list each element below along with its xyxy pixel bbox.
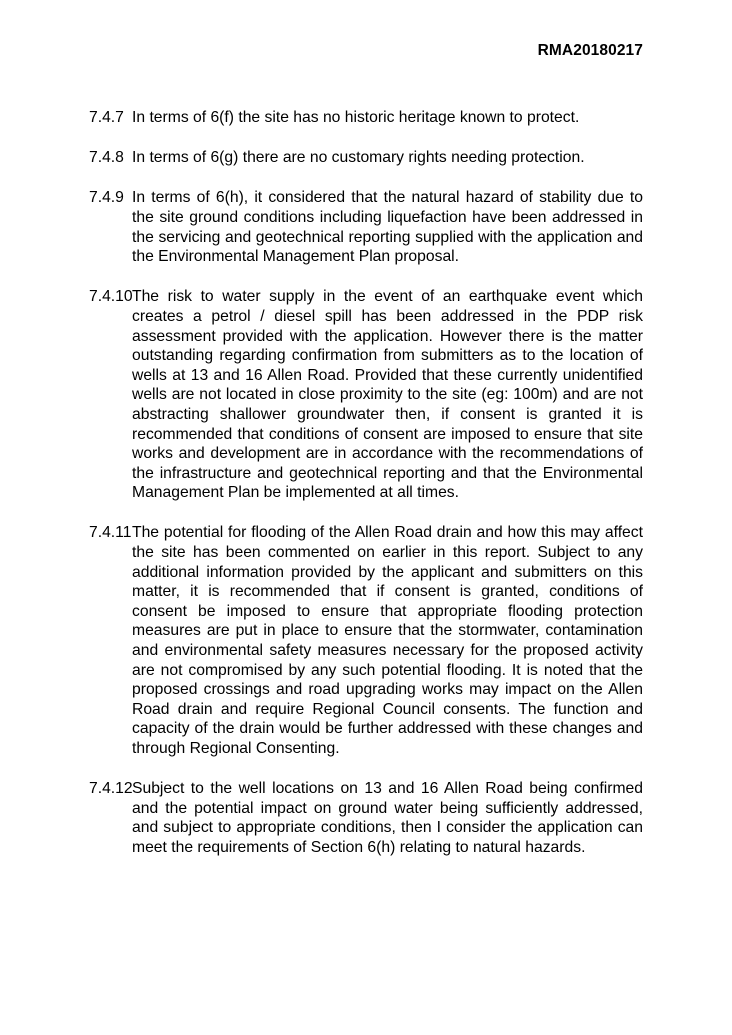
paragraph-7-4-10 bbox=[89, 287, 643, 503]
paragraph-7-4-7 bbox=[89, 108, 643, 128]
paragraph-7-4-9 bbox=[89, 188, 643, 266]
paragraph-7-4-12 bbox=[89, 779, 643, 857]
paragraph-list bbox=[89, 108, 643, 878]
paragraph-7-4-11 bbox=[89, 523, 643, 758]
paragraph-number: 7.4.8 bbox=[89, 149, 124, 167]
paragraph-text: In terms of 6(h), it considered that the natural hazard of stability due to the site ground conditions including liquefaction have been addressed in the servicing and geotechnical reporting supplied with the application and the Environmental Management Plan proposal. bbox=[132, 189, 643, 266]
paragraph-text: The risk to water supply in the event of an earthquake event which creates a petrol / diesel spill has been addressed in the PDP risk assessment provided with the application. However there is the matter outstanding regarding confirmation from submitters as to the location of wells at 13 and 16 Allen Road. Provided that these currently unidentified wells are not located in close proximity to the site (eg: 100m) and are not abstracting shallower groundwater then, if consent is granted it is recommended that conditions of consent are imposed to ensure that site works and development are in accordance with the recommendations of the infrastructure and geotechnical reporting and that the Environmental Management Plan be implemented at all times. bbox=[132, 288, 643, 502]
paragraph-text: The potential for flooding of the Allen Road drain and how this may affect the site has been commented on earlier in this report. Subject to any additional information provided by the applicant and submitters on this matter, it is recommended that if consent is granted, conditions of consent be imposed to ensure that appropriate flooding protection measures are put in place to ensure that the stormwater, contamination and environmental safety measures necessary for the proposed activity are not compromised by any such potential flooding. It is noted that the proposed crossings and road upgrading works may impact on the Allen Road drain and require Regional Council consents. The function and capacity of the drain would be further addressed with these changes and through Regional Consenting. bbox=[132, 524, 643, 757]
document-reference: RMA20180217 bbox=[537, 42, 643, 59]
paragraph-number: 7.4.9 bbox=[89, 189, 124, 207]
paragraph-number: 7.4.10 bbox=[89, 288, 133, 306]
paragraph-text: In terms of 6(f) the site has no historic heritage known to protect. bbox=[132, 109, 580, 126]
paragraph-7-4-8 bbox=[89, 148, 643, 168]
paragraph-number: 7.4.7 bbox=[89, 109, 124, 126]
paragraph-number: 7.4.12 bbox=[89, 780, 133, 798]
paragraph-number: 7.4.11 bbox=[89, 524, 132, 542]
paragraph-text: In terms of 6(g) there are no customary rights needing protection. bbox=[132, 149, 585, 167]
paragraph-text: Subject to the well locations on 13 and 16 Allen Road being confirmed and the potential impact on ground water being sufficiently addressed, and subject to appropriate conditions, then I consider the application can meet the requirements of Section 6(h) relating to natural hazards. bbox=[132, 780, 643, 856]
